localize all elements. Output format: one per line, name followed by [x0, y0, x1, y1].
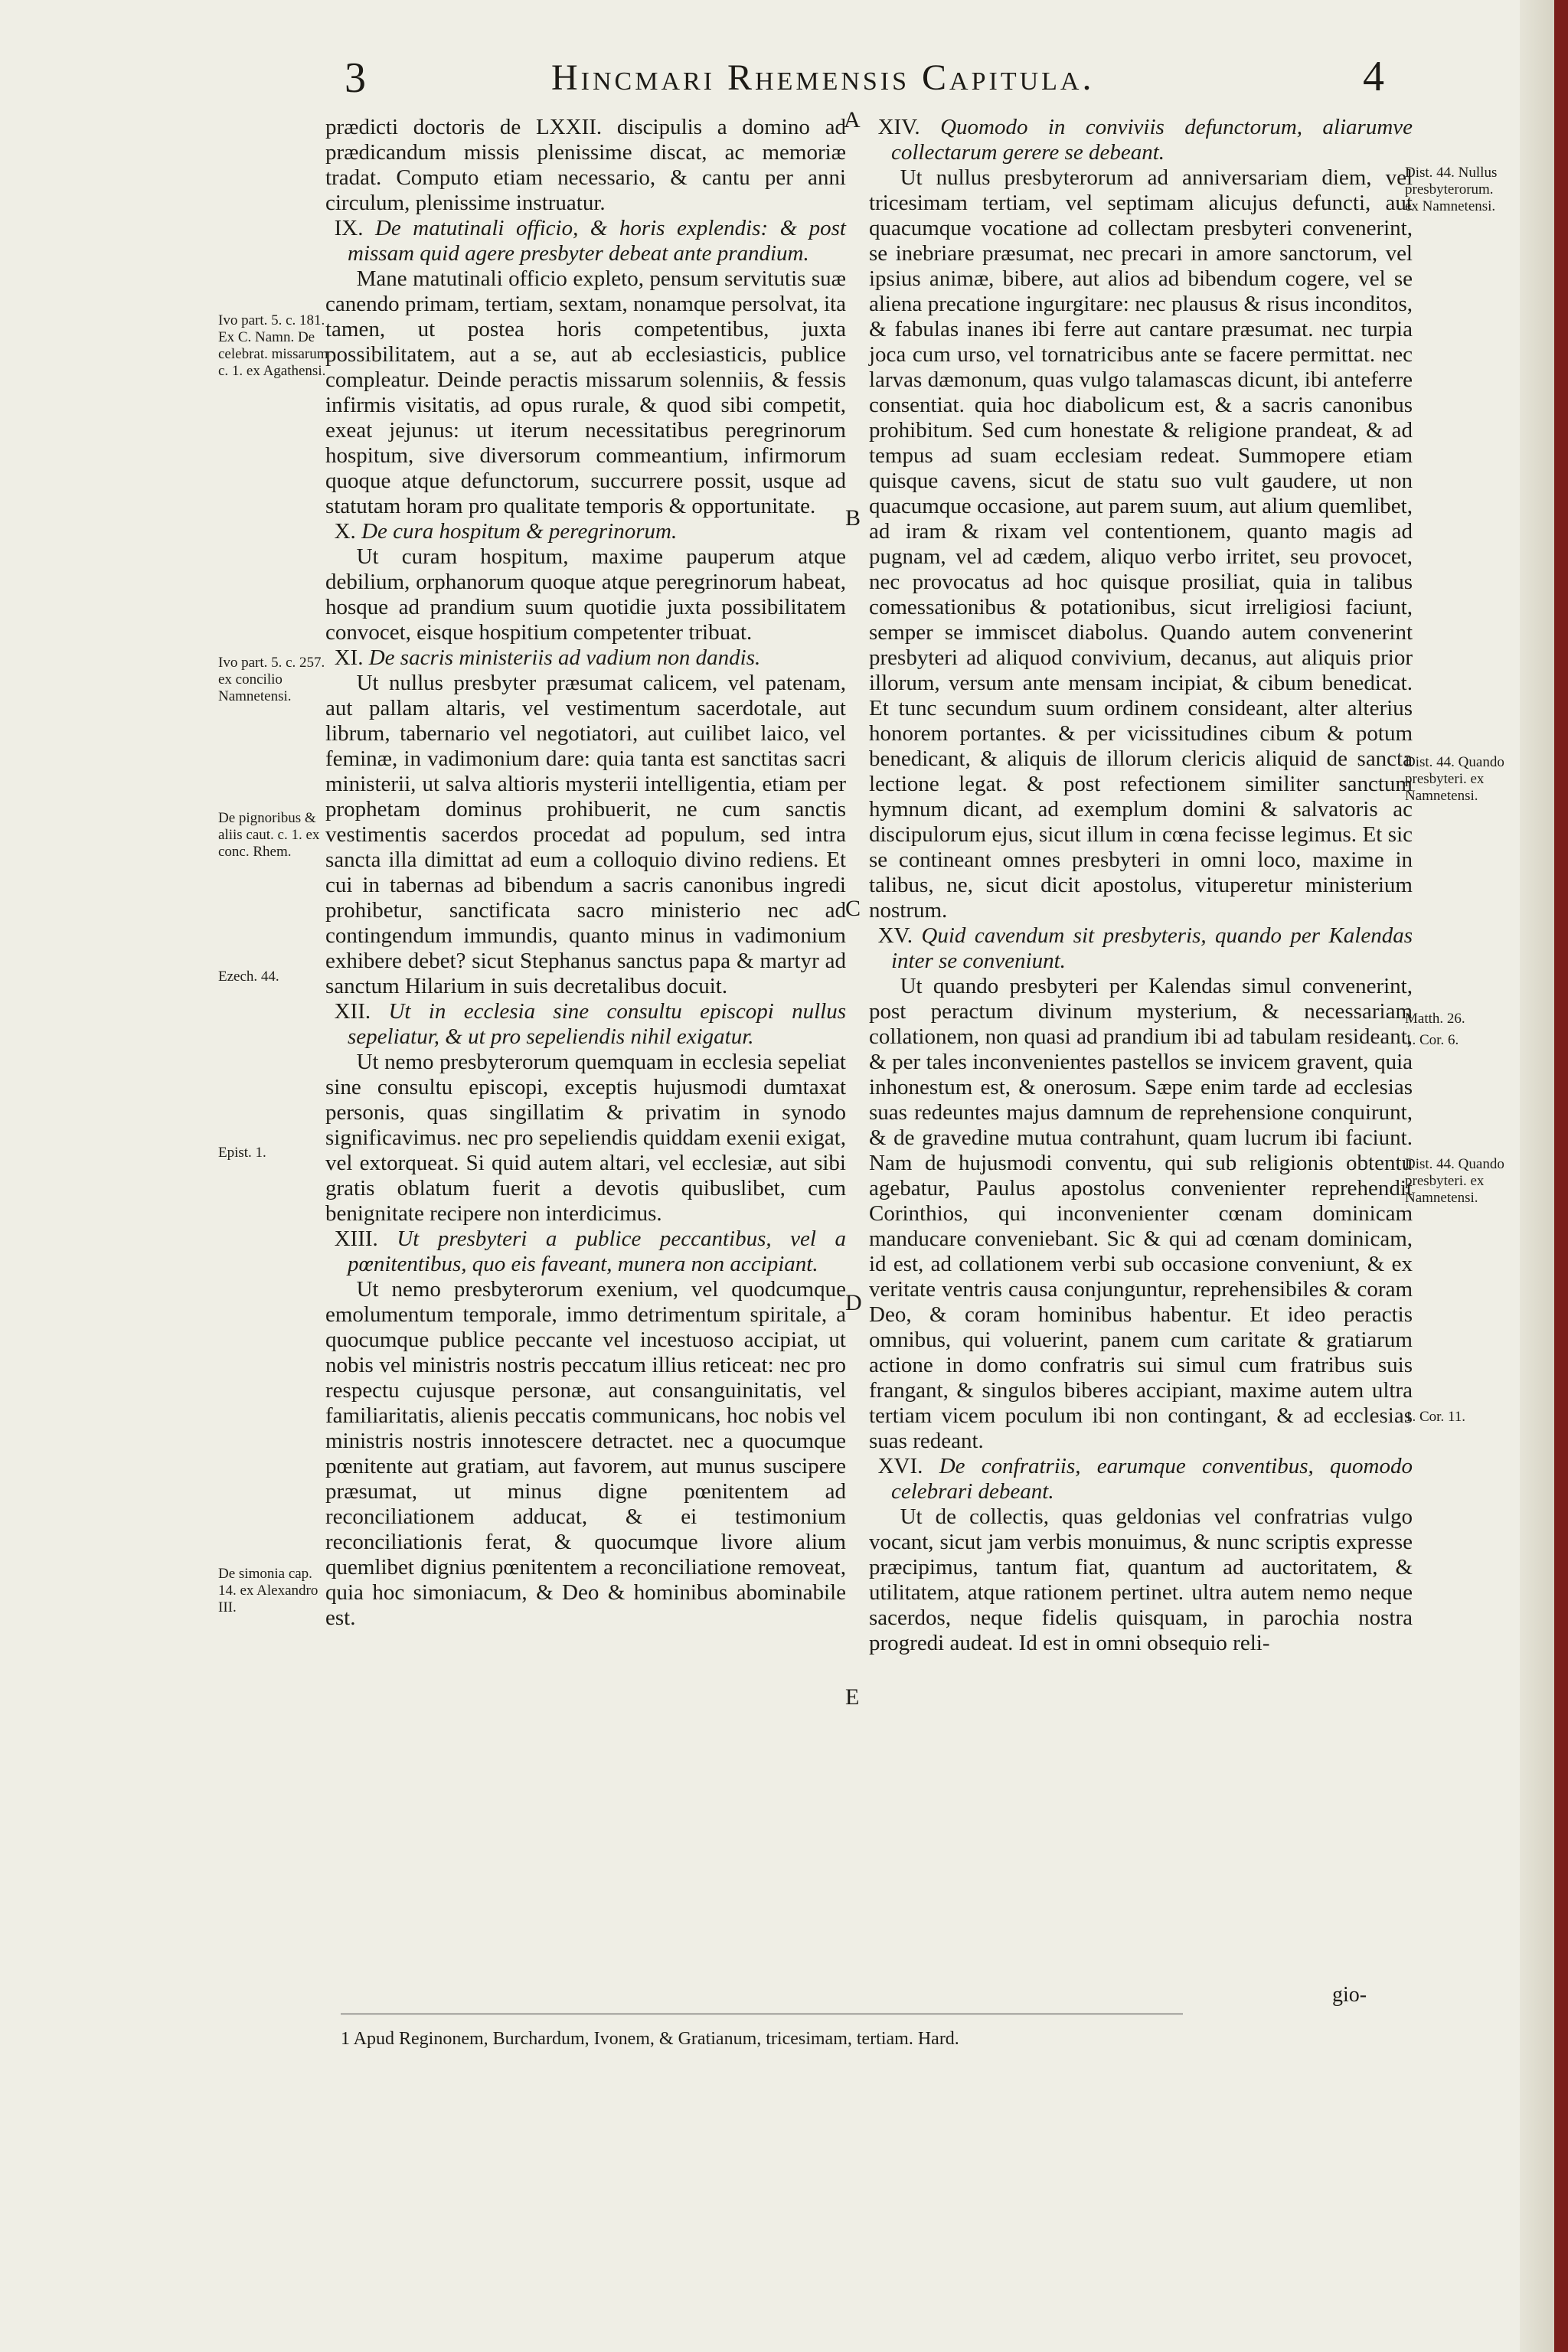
- running-head: [0, 46, 1554, 100]
- page-number-left: 3: [345, 54, 366, 102]
- margin-note-right: Dist. 44. Quando presbyteri. ex Namnetensi.: [1405, 1156, 1504, 1206]
- chapter-heading: [325, 999, 846, 1050]
- body-paragraph: Ut nullus presbyter præsumat calicem, vel patenam, aut pallam altaris, vel vestimentum sacerdotale, aut librum, tabernario vel negotiatori, aut cuilibet laico, vel feminæ, in vadimonium dare: quia tanta est sanctitas sacri ministerii, ut salva altioris mysterii intelligentia, etiam per prophetam dominus prohibuerit, ne cum sanctis vestimentis sacerdos procedat ad populum, sed intra sancta illa dimittat ad eum a colloquio divino rediens. Et cui in tabernas ad bibendum a sacris canonibus ingredi prohibetur, sanctificata sacro ministerio nec ad contingendum immundis, quanto minus in vadimonium exhibere debet? sicut Stephanus sanctus papa & martyr ad sanctum Hilarium in suis decretalibus docuit.: [325, 671, 846, 998]
- chapter-number: XI.: [334, 645, 364, 670]
- chapter-heading: [869, 115, 1413, 165]
- margin-note-right: Matth. 26.: [1405, 1011, 1465, 1027]
- chapter-number: XVI.: [877, 1454, 923, 1478]
- page-title: Hincmari Rhemensis Capitula.: [551, 57, 1095, 98]
- body-paragraph: prædicti doctoris de LXXII. discipulis a domino ad prædicandum missis plenissime discat, ac memoriæ tradat. Computo etiam necessario, & cantu per anni circulum, plenissime instruatur.: [325, 115, 846, 215]
- chapter-number: XIV.: [877, 115, 920, 139]
- margin-note-right: 1. Cor. 6.: [1405, 1032, 1459, 1048]
- margin-note-left: De pignoribus & aliis caut. c. 1. ex conc. Rhem.: [218, 810, 320, 860]
- catchword: gio-: [1332, 1983, 1367, 2007]
- chapter-title: Ut presbyteri a publice peccantibus, vel a pœnitentibus, quo eis faveant, munera non accipiant.: [348, 1227, 847, 1276]
- chapter-number: X.: [334, 519, 356, 544]
- section-letter: C: [845, 896, 861, 921]
- margin-note-right: 1. Cor. 11.: [1405, 1409, 1465, 1425]
- chapter-heading: [325, 1227, 846, 1277]
- chapter-title: Ut in ecclesia sine consultu episcopi nullus sepeliatur, & ut pro sepeliendis nihil exigatur.: [348, 999, 846, 1049]
- margin-note-left: Ezech. 44.: [218, 969, 279, 985]
- body-paragraph: Ut curam hospitum, maxime pauperum atque debilium, orphanorum quoque atque peregrinorum habeat, hosque ad prandium suum quotidie juxta possibilitatem convocet, eisque hospitium competenter tribuat.: [325, 544, 846, 645]
- body-paragraph: Ut nullus presbyterorum ad anniversariam diem, vel tricesimam tertiam, vel septimam alicujus defuncti, aut quacumque vocatione ad collectam presbyteri convenerint, se inebriare præsumat, nec precari in amore sanctorum, vel ipsius animæ, bibere, aut alios ad bibendum cogere, vel se aliena precatione ingurgitare: nec plausus & risus inconditos, & fabulas inanes ibi ferre aut cantare præsumat. nec turpia joca cum urso, vel tornatricibus ante se facere permittat. nec larvas dæmonum, quas vulgo talamascas dicunt, ibi anteferre consentiat. quia hoc diabolicum est, & a sacris canonibus prohibitum. Sed cum honestate & religione prandeat, & ad tempus ad suam ecclesiam redeat. Summopere etiam quisque cavens, sicut de statu suo vult gaudere, ut non quacumque occasione, aut parem suum, aut alium quemlibet, ad iram & rixam vel contentionem, quanto magis ad pugnam, vel ad cædem, aliquo verbo irritet, seu provocet, nec provocatus ad hoc quisque prosiliat, quia in talibus comessationibus & potationibus, sicut irreligiosi faciunt, semper se immiscet diabolus. Quando autem convenerint presbyteri ad aliquod convivium, decanus, aut aliquis prior illorum, versum ante mensam incipiat, & cibum benedicat. Et tunc secundum suum ordinem consideant, alter alterius honorem portantes. & per vicissitudines cibum & potum benedicant, & aliquis de illorum clericis aliquid de sancta lectione legat. & post refectionem similiter sanctum hymnum dicant, ad exemplum domini & salvatoris ac discipulorum ejus, sicut illum in cœna fecisse legimus. Et sic se contineant omnes presbyteri in omni loco, maxime in talibus, ne, sicut dicit apostolus, vituperetur ministerium nostrum.: [869, 165, 1413, 923]
- right-column: [869, 115, 1413, 1656]
- chapter-title: De matutinali officio, & horis explendis: & post missam quid agere presbyter debeat ante prandium.: [348, 216, 846, 266]
- chapter-heading: [325, 216, 846, 266]
- chapter-heading: [325, 519, 846, 544]
- chapter-title: De confratriis, earumque conventibus, quomodo celebrari debeant.: [891, 1454, 1413, 1504]
- chapter-heading: [869, 1454, 1413, 1504]
- chapter-heading: [325, 645, 846, 671]
- section-letter: D: [845, 1290, 862, 1315]
- margin-note-right: Dist. 44. Nullus presbyterorum. ex Namnetensi.: [1405, 165, 1498, 214]
- margin-note-left: Ivo part. 5. c. 257. ex concilio Namnetensi.: [218, 655, 325, 704]
- body-paragraph: Ut nemo presbyterorum quemquam in ecclesia sepeliat sine consultu episcopi, exceptis hujusmodi dumtaxat personis, quas singillatim & privatim in synodo significavimus. nec pro sepeliendis quiddam exenii exigat, vel extorqueat. Si quid autem altari, vel ecclesiæ, aut sibi gratis oblatum fuerit a devotis quibuslibet, cum benignitate recipere non interdicimus.: [325, 1050, 846, 1226]
- chapter-heading: [869, 923, 1413, 974]
- margin-note-left: Epist. 1.: [218, 1145, 266, 1161]
- section-letter: A: [844, 107, 861, 132]
- margin-note-left: Ivo part. 5. c. 181. Ex C. Namn. De celebrat. missarum c. 1. ex Agathensi.: [218, 312, 328, 379]
- footnote: 1 Apud Reginonem, Burchardum, Ivonem, & Gratianum, tricesimam, tertiam. Hard.: [341, 2029, 959, 2049]
- margin-note-left: De simonia cap. 14. ex Alexandro III.: [218, 1566, 318, 1615]
- chapter-number: IX.: [334, 216, 364, 240]
- section-letter: E: [845, 1684, 860, 1710]
- left-column: [325, 115, 846, 1631]
- chapter-title: Quid cavendum sit presbyteris, quando per Kalendas inter se conveniunt.: [891, 923, 1413, 973]
- body-paragraph: Ut quando presbyteri per Kalendas simul convenerint, post peractum divinum mysterium, & necessariam collationem, non quasi ad prandium ibi ad tabulam resideant, & per tales inconvenientes pastellos se invicem gravent, quia inhonestum est, & onerosum. Sæpe enim tarde ad ecclesias suas redeuntes majus damnum de reprehensione conquirunt, & de gravedine mutua contrahunt, quam lucrum ibi faciunt. Nam de hujusmodi conventu, qui sub religionis obtentu agebatur, Paulus apostolus convenienter reprehendit Corinthios, qui inconvenienter cœnam dominicam manducare conveniebant. Sic & qui ad cœnam dominicam, id est, ad collationem verbi sub occasione conveniunt, & ex veritate ventris causa conjunguntur, reprehensibiles & coram Deo, & coram hominibus habentur. Et ideo peractis omnibus, qui voluerint, panem cum caritate & gratiarum actione in domo confratris sui simul cum fratribus suis frangant, & singulos biberes accipiant, maxime autem ultra tertiam vicem poculum ibi non contingant, & ad ecclesias suas redeant.: [869, 974, 1413, 1453]
- page-number-right: 4: [1363, 53, 1384, 100]
- margin-note-right: Dist. 44. Quando presbyteri. ex Namnetensi.: [1405, 754, 1504, 804]
- chapter-number: XV.: [877, 923, 913, 948]
- chapter-number: XII.: [334, 999, 371, 1024]
- body-paragraph: Mane matutinali officio expleto, pensum servitutis suæ canendo primam, tertiam, sextam, nonamque persolvat, ita tamen, ut postea horis competentibus, juxta possibilitatem, aut a se, aut ab ecclesiasticis, publice compleatur. Deinde peractis missarum solenniis, & fessis infirmis visitatis, ad opus rurale, & quod sibi competit, exeat jejunus: ut iterum necessitatibus peregrinorum hospitum, sive diversorum commeantium, infirmorum quoque atque defunctorum, succurrere possit, usque ad statutam horam pro qualitate temporis & opportunitate.: [325, 266, 846, 518]
- chapter-title: Quomodo in conviviis defunctorum, aliarumve collectarum gerere se debeant.: [891, 115, 1413, 165]
- chapter-number: XIII.: [334, 1227, 378, 1251]
- body-paragraph: Ut nemo presbyterorum exenium, vel quodcumque emolumentum temporale, immo detrimentum spiritale, a quocumque publice peccante vel incestuoso accipiat, ut nobis vel ministris nostris peccatum illius reticeat: nec pro respectu cujusque personæ, aut consanguinitatis, vel familiaritatis, alienis peccatis communicans, hoc nobis vel ministris nostris innotescere detractet. nec a quocumque pœnitente aut gratiam, aut favorem, aut munus suscipere præsumat, ut minus digne pœnitentem ad reconciliationem adducat, & ei testimonium reconciliationis ferat, & quocumque livore alium quemlibet dignius pœnitentem a reconciliatione removeat, quia hoc simoniacum, & Deo & hominibus abominabile est.: [325, 1277, 846, 1630]
- body-paragraph: Ut de collectis, quas geldonias vel confratrias vulgo vocant, sicut jam verbis monuimus, & nunc scriptis expresse præcipimus, tantum fiat, quantum ad auctoritatem, & utilitatem, atque rationem pertinet. ultra autem nemo neque sacerdos, neque fidelis quisquam, in parochia nostra progredi audeat. Id est in omni obsequio reli-: [869, 1504, 1413, 1655]
- chapter-title: De cura hospitum & peregrinorum.: [361, 519, 678, 544]
- section-letter: B: [845, 505, 861, 531]
- page-gutter: [1520, 0, 1554, 2352]
- chapter-title: De sacris ministeriis ad vadium non dandis.: [368, 645, 761, 670]
